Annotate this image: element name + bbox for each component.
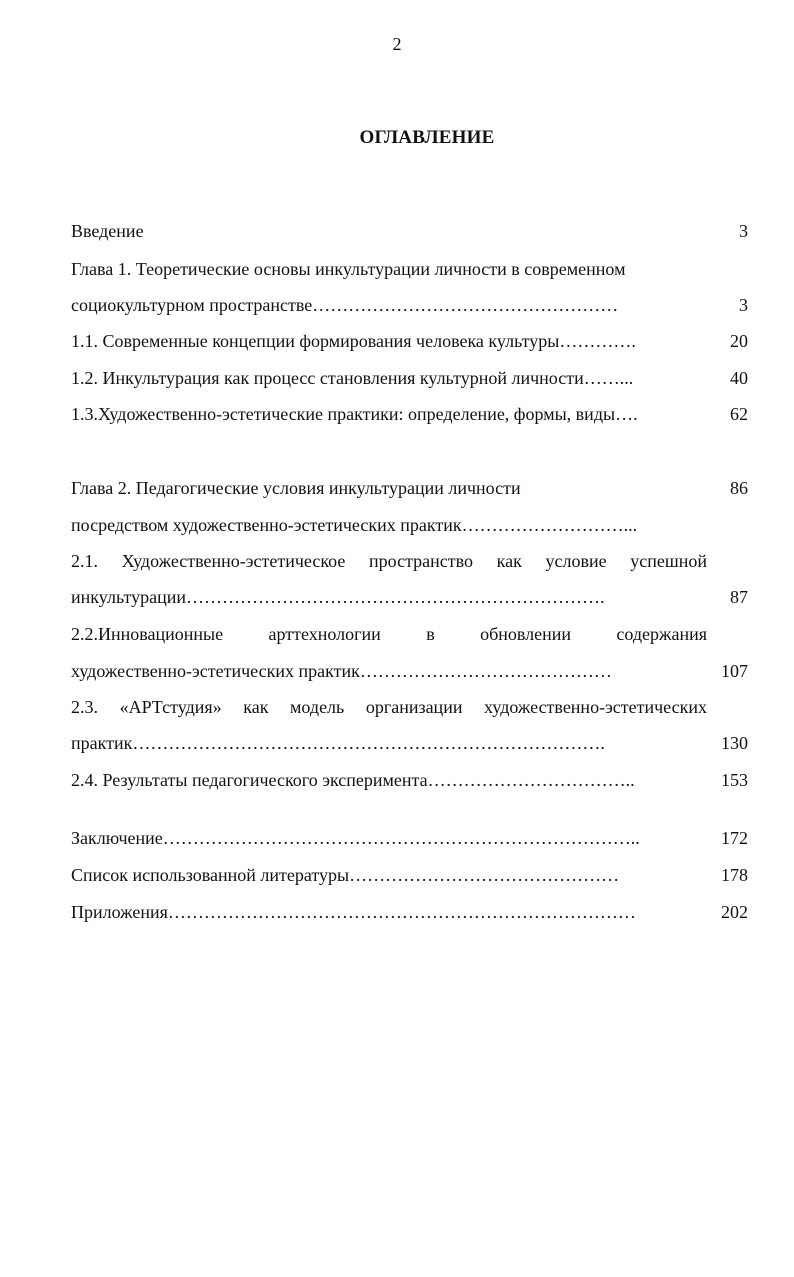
toc-ch2-page: 86 [730, 478, 748, 498]
toc-s24-label: 2.4. Результаты педагогического эксперимента…………………………….. [71, 770, 635, 790]
toc-references-page: 178 [721, 865, 748, 885]
toc-s21-line1: 2.1. Художественно-эстетическое пространство как условие успешной [71, 551, 707, 571]
toc-s11-label: 1.1. Современные концепции формирования человека культуры…………. [71, 331, 636, 351]
toc-conclusion-page: 172 [721, 828, 748, 848]
toc-s23-line2: практик……………………………………………………………………. [71, 733, 605, 753]
toc-s11-page: 20 [730, 331, 748, 351]
toc-ch2-title-line2: посредством художественно-эстетических практик………………………... [71, 515, 638, 535]
toc-s22-page: 107 [721, 661, 748, 681]
toc-references-label: Список использованной литературы……………………………………… [71, 865, 620, 885]
toc-intro-page: 3 [739, 221, 748, 241]
toc-s22-line2: художественно-эстетических практик…………………………………… [71, 661, 612, 681]
toc-s12-page: 40 [730, 368, 748, 388]
toc-s23-page: 130 [721, 733, 748, 753]
toc-s12-label: 1.2. Инкультурация как процесс становления культурной личности……... [71, 368, 634, 388]
toc-ch1-title-line2: социокультурном пространстве…………………………………………… [71, 295, 619, 315]
toc-ch1-page: 3 [739, 295, 748, 315]
toc-s21-page: 87 [730, 587, 748, 607]
page-title: ОГЛАВЛЕНИЕ [359, 127, 495, 148]
toc-conclusion-label: Заключение…………………………………………………………………….. [71, 828, 640, 848]
toc-appendices-label: Приложения…………………………………………………………………… [71, 902, 636, 922]
toc-intro-label: Введение [71, 221, 144, 241]
toc-s13-label: 1.3.Художественно-эстетические практики: определение, формы, виды…. [71, 404, 638, 424]
toc-s23-line1: 2.3. «АРТстудия» как модель организации художественно-эстетических [71, 697, 707, 717]
toc-ch1-title-line1: Глава 1. Теоретические основы инкультурации личности в современном [71, 259, 626, 279]
toc-s21-line2: инкультурации……………………………………………………………. [71, 587, 605, 607]
toc-appendices-page: 202 [721, 902, 748, 922]
toc-s22-line1: 2.2.Инновационные арттехнологии в обновлении содержания [71, 624, 707, 644]
page-number: 2 [392, 34, 402, 54]
toc-s13-page: 62 [730, 404, 748, 424]
toc-ch2-title-line1: Глава 2. Педагогические условия инкультурации личности [71, 478, 521, 498]
toc-s24-page: 153 [721, 770, 748, 790]
